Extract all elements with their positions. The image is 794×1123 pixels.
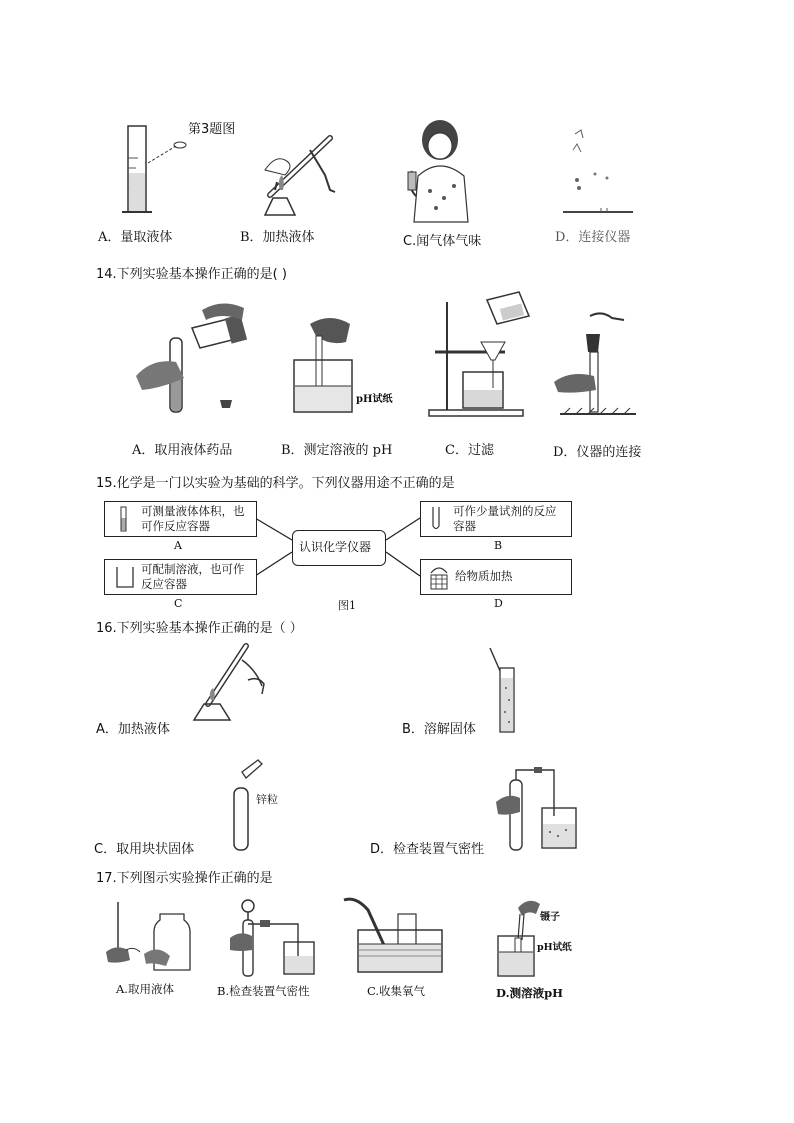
q16-zinc-label: 锌粒 — [256, 793, 278, 806]
q16-stem: 16.下列实验基本操作正确的是（ ） — [96, 621, 303, 636]
fig3-caption-b: B．加热液体 — [240, 230, 315, 245]
q15-stem: 15.化学是一门以实验为基础的科学。下列仪器用途不正确的是 — [96, 476, 455, 491]
q17-tweezers-label: 镊子 — [540, 912, 560, 923]
q17-caption-d: D.测溶液pH — [496, 986, 563, 1000]
fig3-title: 第3题图 — [188, 122, 236, 137]
q17-stem: 17.下列图示实验操作正确的是 — [96, 871, 273, 886]
graduated-cylinder-icon — [119, 506, 129, 532]
q15-box-d — [420, 559, 572, 595]
beaker-icon — [115, 565, 135, 589]
test-tube-icon — [431, 506, 441, 532]
q15-label-a: A — [174, 539, 182, 552]
q16-caption-d: D．检查装置气密性 — [370, 842, 485, 857]
q15-label-b: B — [494, 539, 503, 552]
q16-caption-b: B．溶解固体 — [402, 722, 476, 737]
q15-figure-label: 图1 — [338, 599, 356, 612]
q15-label-d: D — [494, 597, 503, 610]
q17-airtightness-image — [226, 896, 322, 980]
dissolving-solid-image — [482, 644, 532, 734]
q17-caption-b: B.检查装置气密性 — [217, 984, 310, 998]
q14-caption-a: A．取用液体药品 — [132, 443, 233, 458]
q16-heating-liquid-image — [186, 640, 276, 724]
q15-box-c — [104, 559, 257, 595]
crucible-basket-icon — [427, 563, 451, 591]
fig3-caption-c: C.闻气体气味 — [403, 234, 482, 249]
q14-stem: 14.下列实验基本操作正确的是( ) — [96, 267, 287, 282]
fig3-caption-d: D．连接仪器 — [555, 230, 631, 245]
airtightness-check-image — [494, 766, 590, 852]
q15-box-a — [104, 501, 257, 537]
q15-label-c: C — [174, 597, 183, 610]
q14-caption-c: C．过滤 — [445, 443, 494, 458]
q17-ph-label: pH试纸 — [537, 942, 572, 953]
q17-caption-c: C.收集氧气 — [367, 984, 426, 998]
q14-caption-b: B．测定溶液的 pH — [281, 443, 393, 458]
q17-caption-a: A.取用液体 — [116, 982, 174, 996]
q15-center-box — [292, 530, 386, 566]
q15-box-b-text: 可作少量试剂的反应容器 — [453, 504, 557, 533]
q15-box-b — [420, 501, 572, 537]
q16-caption-c: C．取用块状固体 — [94, 842, 195, 857]
q15-center-text: 认识化学仪器 — [299, 540, 372, 554]
q17-dropper-image — [104, 900, 200, 980]
q17-collect-oxygen-image — [342, 894, 446, 980]
fig3-caption-a: A．量取液体 — [98, 230, 173, 245]
q15-box-a-text: 可测量液体体积，也可作反应容器 — [141, 504, 245, 533]
q14-ph-label: pH试纸 — [356, 394, 393, 405]
q16-caption-a: A．加热液体 — [96, 722, 170, 737]
q15-box-d-text: 给物质加热 — [455, 569, 513, 583]
q14-caption-d: D．仪器的连接 — [553, 445, 642, 460]
q15-box-c-text: 可配制溶液，也可作反应容器 — [141, 562, 245, 591]
